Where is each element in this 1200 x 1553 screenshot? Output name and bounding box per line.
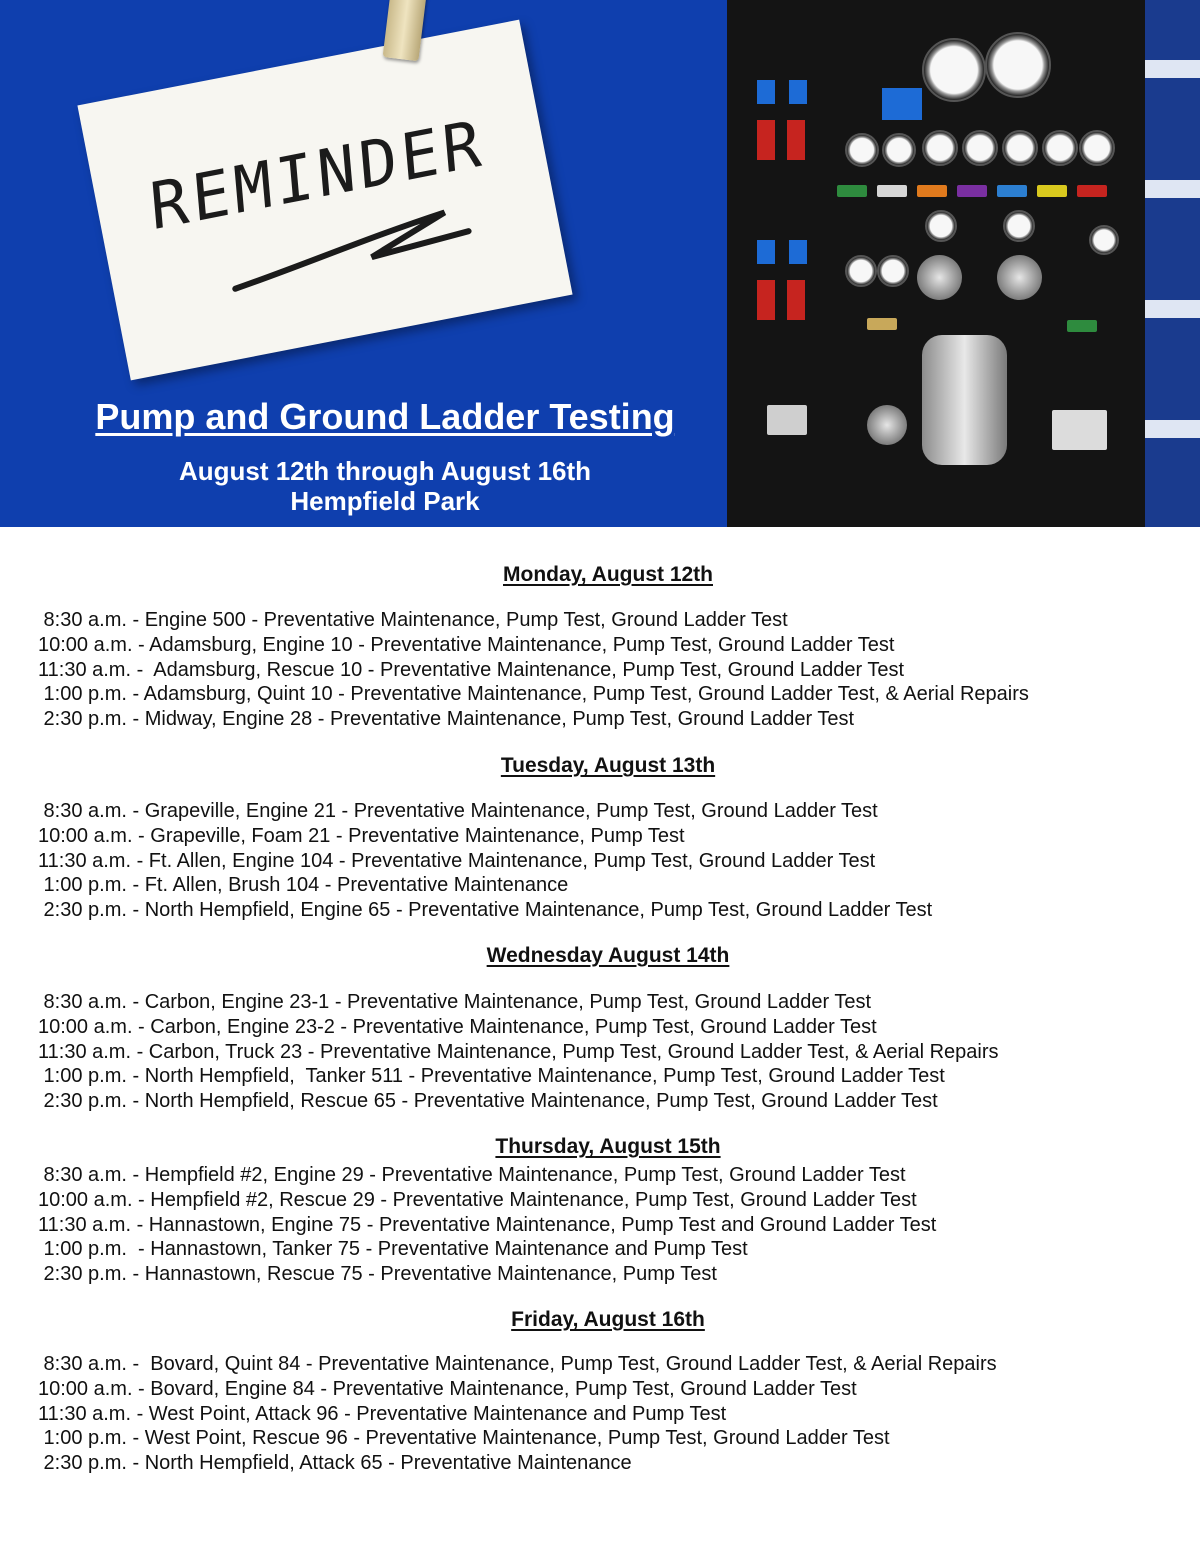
blue-handle-icon [789, 80, 807, 104]
schedule-entry: 8:30 a.m. - Bovard, Quint 84 - Preventative Maintenance, Pump Test, Ground Ladder Test, & Aerial Repairs [38, 1353, 997, 1375]
schedule-entry: 11:30 a.m. - West Point, Attack 96 - Preventative Maintenance and Pump Test [38, 1402, 727, 1425]
display-icon [882, 88, 922, 120]
schedule-entry: 2:30 p.m. - North Hempfield, Rescue 65 - Preventative Maintenance, Pump Test, Ground Ladder Test [38, 1090, 938, 1113]
red-handle-icon [757, 280, 775, 320]
schedule-entry: 8:30 a.m. - Grapeville, Engine 21 - Preventative Maintenance, Pump Test, Ground Ladder Test [38, 800, 878, 822]
schedule-entry: 2:30 p.m. - Midway, Engine 28 - Preventative Maintenance, Pump Test, Ground Ladder Test [38, 708, 854, 731]
schedule-entry: 2:30 p.m. - Hannastown, Rescue 75 - Preventative Maintenance, Pump Test [38, 1263, 717, 1286]
date-range: August 12th through August 16th [178, 456, 592, 486]
note-paper [77, 20, 572, 381]
pump-panel-photo [727, 0, 1200, 527]
red-handle-icon [757, 120, 775, 160]
note-text: REMINDER [147, 106, 488, 246]
gauge-icon [1002, 130, 1038, 166]
day-heading: Tuesday, August 13th [500, 754, 716, 777]
schedule-entry: 10:00 a.m. - Carbon, Engine 23-2 - Preventative Maintenance, Pump Test, Ground Ladder Test [38, 1015, 877, 1038]
color-tag-icon [1037, 185, 1067, 197]
schedule-entry: 2:30 p.m. - North Hempfield, Engine 65 - Preventative Maintenance, Pump Test, Ground Ladder Test [38, 899, 933, 922]
schedule-entry: 1:00 p.m. - North Hempfield, Tanker 511 - Preventative Maintenance, Pump Test, Ground Ladder Test [38, 1065, 945, 1088]
label-plate-icon [1052, 410, 1107, 450]
schedule-entry: 10:00 a.m. - Grapeville, Foam 21 - Preventative Maintenance, Pump Test [38, 824, 685, 847]
red-handle-icon [787, 280, 805, 320]
day-heading: Thursday, August 15th [495, 1135, 721, 1158]
gauge-icon [1003, 210, 1035, 242]
schedule-entry: 10:00 a.m. - Hempfield #2, Rescue 29 - Preventative Maintenance, Pump Test, Ground Ladder Test [38, 1188, 917, 1211]
blue-handle-icon [757, 80, 775, 104]
gauge-icon [1089, 225, 1119, 255]
schedule-entry: 11:30 a.m. - Ft. Allen, Engine 104 - Preventative Maintenance, Pump Test, Ground Ladder Test [38, 849, 876, 872]
gauge-icon [882, 133, 916, 167]
day-heading: Wednesday August 14th [486, 944, 730, 967]
schedule-entry: 10:00 a.m. - Adamsburg, Engine 10 - Preventative Maintenance, Pump Test, Ground Ladder Test [38, 633, 895, 656]
gauge-icon [985, 32, 1051, 98]
page-subtitle [0, 456, 770, 516]
label-plate-icon [767, 405, 807, 435]
schedule-entry: 1:00 p.m. - West Point, Rescue 96 - Preventative Maintenance, Pump Test, Ground Ladder Test [38, 1427, 890, 1450]
gauge-icon [1042, 130, 1078, 166]
day-heading: Friday, August 16th [511, 1308, 705, 1331]
day-entries [38, 608, 1029, 732]
color-tag-icon [957, 185, 987, 197]
valve-knob-icon [867, 405, 907, 445]
blue-handle-icon [789, 240, 807, 264]
gauge-icon [845, 133, 879, 167]
color-tag-icon [1067, 320, 1097, 332]
schedule-entry: 8:30 a.m. - Carbon, Engine 23-1 - Preventative Maintenance, Pump Test, Ground Ladder Test [38, 991, 872, 1013]
gauge-icon [925, 210, 957, 242]
clothespin-icon [383, 0, 428, 61]
day-entries [38, 1352, 997, 1476]
gauge-icon [962, 130, 998, 166]
schedule-entry: 8:30 a.m. - Hempfield #2, Engine 29 - Preventative Maintenance, Pump Test, Ground Ladder Test [38, 1164, 906, 1186]
schedule-entry: 11:30 a.m. - Hannastown, Engine 75 - Preventative Maintenance, Pump Test and Ground Ladder Test [38, 1213, 937, 1236]
truck-stripes [1145, 0, 1200, 527]
schedule-entry: 10:00 a.m. - Bovard, Engine 84 - Preventative Maintenance, Pump Test, Ground Ladder Test [38, 1377, 857, 1400]
location: Hempfield Park [290, 486, 480, 516]
red-handle-icon [787, 120, 805, 160]
header-banner [0, 0, 1200, 527]
schedule-entry: 2:30 p.m. - North Hempfield, Attack 65 - Preventative Maintenance [38, 1452, 632, 1475]
pump-valve-icon [922, 335, 1007, 465]
color-tag-icon [997, 185, 1027, 197]
page-title: Pump and Ground Ladder Testing [95, 396, 675, 437]
reminder-note [100, 60, 570, 370]
schedule-entry: 1:00 p.m. - Ft. Allen, Brush 104 - Preventative Maintenance [38, 874, 569, 897]
color-tag-icon [917, 185, 947, 197]
gauge-icon [922, 130, 958, 166]
day-entries [38, 990, 999, 1114]
day-entries [38, 799, 932, 923]
valve-knob-icon [917, 255, 962, 300]
gauge-icon [877, 255, 909, 287]
day-entries [38, 1163, 936, 1287]
gauge-icon [845, 255, 877, 287]
gauge-icon [922, 38, 986, 102]
color-tag-icon [837, 185, 867, 197]
gauge-icon [1079, 130, 1115, 166]
schedule-entry: 11:30 a.m. - Carbon, Truck 23 - Preventative Maintenance, Pump Test, Ground Ladder Test, & Aerial Repairs [38, 1040, 999, 1063]
schedule-entry: 11:30 a.m. - Adamsburg, Rescue 10 - Preventative Maintenance, Pump Test, Ground Ladder Test [38, 658, 905, 681]
schedule-entry: 1:00 p.m. - Hannastown, Tanker 75 - Preventative Maintenance and Pump Test [38, 1238, 748, 1261]
day-heading: Monday, August 12th [503, 563, 713, 586]
valve-knob-icon [997, 255, 1042, 300]
schedule-entry: 1:00 p.m. - Adamsburg, Quint 10 - Preventative Maintenance, Pump Test, Ground Ladder Test, & Aerial Repairs [38, 683, 1029, 706]
color-tag-icon [877, 185, 907, 197]
color-tag-icon [867, 318, 897, 330]
blue-handle-icon [757, 240, 775, 264]
color-tag-icon [1077, 185, 1107, 197]
schedule-entry: 8:30 a.m. - Engine 500 - Preventative Maintenance, Pump Test, Ground Ladder Test [38, 609, 788, 631]
